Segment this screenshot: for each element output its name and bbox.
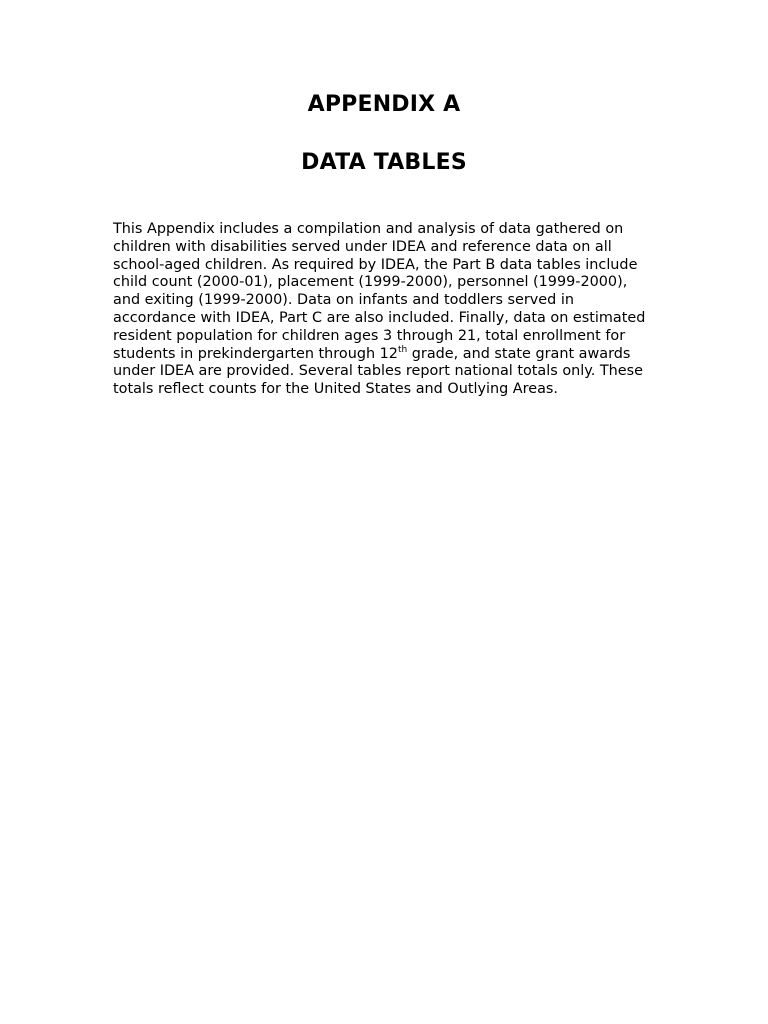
appendix-title: APPENDIX A (307, 92, 461, 117)
section-title: DATA TABLES (301, 150, 467, 175)
paragraph-text-part-1: This Appendix includes a compilation and analysis of data gathered on children with disabilities served under IDEA and reference data on all school-aged children. As required by IDEA, the Part B data tables include child count (2000-01), placement (1999-2000), personnel (1999-2000), and exiting (1999-2000). Data on infants and toddlers served in accordance with IDEA, Part C are also included. Finally, data on estimated resident population for children ages 3 through 21, total enrollment for students in prekindergarten through 12 (113, 221, 646, 362)
paragraph-text-part-2: grade, and state grant awards under IDEA are provided. Several tables report national totals only. These totals reflect counts for the United States and Outlying Areas. (113, 345, 643, 398)
ordinal-superscript: th (397, 344, 408, 355)
intro-paragraph (113, 221, 658, 399)
